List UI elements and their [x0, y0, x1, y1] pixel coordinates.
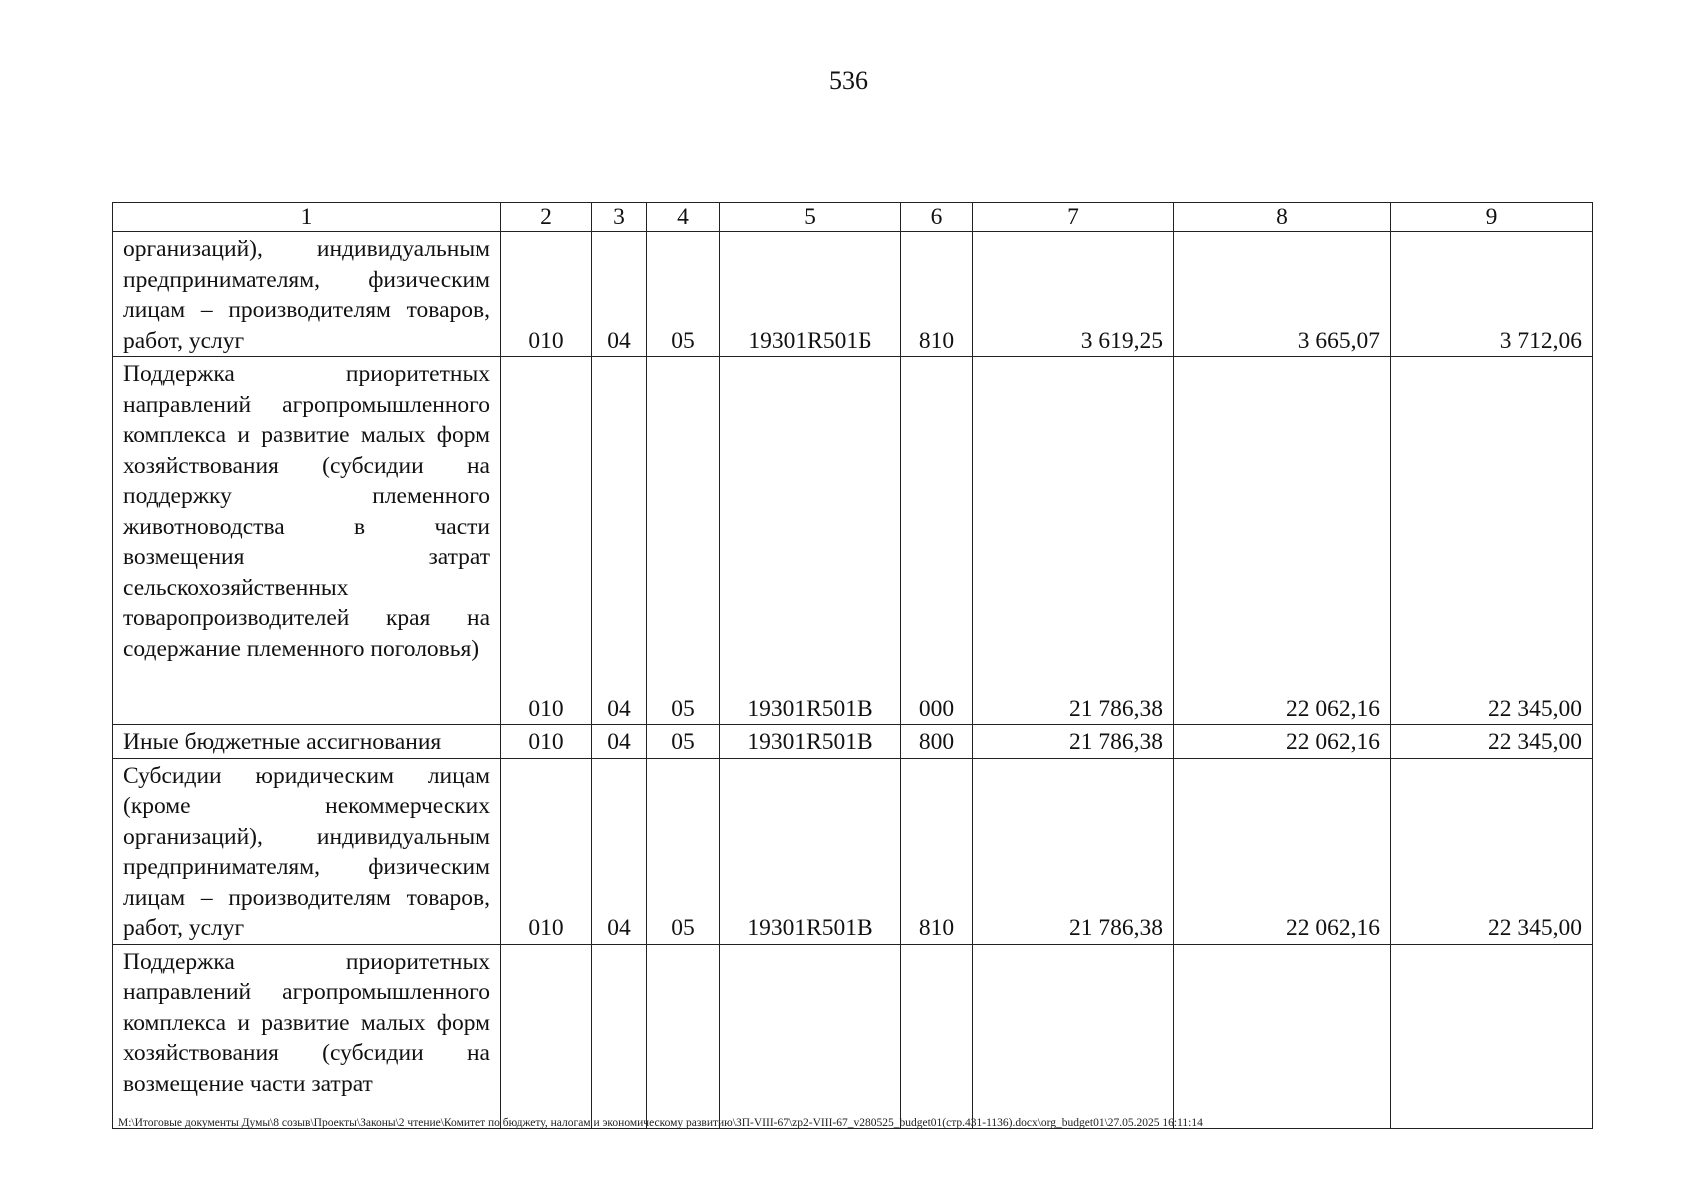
- cell-amount-col8: 3 665,07: [1174, 232, 1391, 357]
- cell-expense-type: 000: [901, 357, 973, 725]
- cell-subsection: [647, 944, 720, 1128]
- cell-expense-type: [901, 944, 973, 1128]
- cell-section: 04: [592, 232, 647, 357]
- cell-target-article: 19301R501В: [720, 725, 901, 759]
- cell-subsection: 05: [647, 232, 720, 357]
- table-row: [113, 232, 1593, 357]
- document-file-path: М:\Итоговые документы Думы\8 созыв\Проекты\Законы\2 чтение\Комитет по бюджету, налогам и экономическому развитию\ЗП-VIII-67\zp2-VIII-67_v280525_budget01(стр.431-1136).docx\org_budget01\27.05.2025 16:11:14: [118, 1117, 1203, 1129]
- column-header-6: 6: [901, 203, 973, 232]
- cell-amount-col9: 3 712,06: [1391, 232, 1593, 357]
- cell-ministry-code: 010: [501, 725, 592, 759]
- cell-target-article: 19301R501Б: [720, 232, 901, 357]
- cell-amount-col8: 22 062,16: [1174, 357, 1391, 725]
- cell-target-article: [720, 944, 901, 1128]
- column-header-9: 9: [1391, 203, 1593, 232]
- cell-amount-col8: [1174, 944, 1391, 1128]
- cell-subsection: 05: [647, 725, 720, 759]
- row-description: Субсидии юридическим лицам (кроме некоммерческих организаций), индивидуальным предпринимателям, физическим лицам – производителям товаров, работ, услуг: [113, 758, 501, 944]
- row-description: Иные бюджетные ассигнования: [113, 725, 501, 759]
- cell-expense-type: 800: [901, 725, 973, 759]
- cell-target-article: 19301R501В: [720, 758, 901, 944]
- table-row: [113, 944, 1593, 1128]
- column-header-5: 5: [720, 203, 901, 232]
- cell-amount-col9: 22 345,00: [1391, 758, 1593, 944]
- page-number: 536: [829, 66, 868, 95]
- cell-amount-col9: 22 345,00: [1391, 357, 1593, 725]
- cell-amount-col9: 22 345,00: [1391, 725, 1593, 759]
- cell-section: 04: [592, 357, 647, 725]
- column-header-4: 4: [647, 203, 720, 232]
- column-header-8: 8: [1174, 203, 1391, 232]
- row-description: Поддержка приоритетных направлений агропромышленного комплекса и развитие малых форм хозяйствования (субсидии на возмещение части затрат: [113, 944, 501, 1128]
- table-row: [113, 725, 1593, 759]
- column-header-1: 1: [113, 203, 501, 232]
- cell-ministry-code: 010: [501, 232, 592, 357]
- cell-amount-col7: 21 786,38: [973, 758, 1174, 944]
- cell-amount-col7: 21 786,38: [973, 725, 1174, 759]
- cell-section: 04: [592, 758, 647, 944]
- cell-subsection: 05: [647, 758, 720, 944]
- cell-ministry-code: 010: [501, 357, 592, 725]
- cell-amount-col8: 22 062,16: [1174, 725, 1391, 759]
- cell-amount-col9: [1391, 944, 1593, 1128]
- cell-amount-col7: [973, 944, 1174, 1128]
- cell-subsection: 05: [647, 357, 720, 725]
- row-description: организаций), индивидуальным предпринимателям, физическим лицам – производителям товаров, работ, услуг: [113, 232, 501, 357]
- cell-ministry-code: 010: [501, 758, 592, 944]
- cell-target-article: 19301R501В: [720, 357, 901, 725]
- column-header-7: 7: [973, 203, 1174, 232]
- column-header-2: 2: [501, 203, 592, 232]
- table-row: [113, 357, 1593, 725]
- row-description: Поддержка приоритетных направлений агропромышленного комплекса и развитие малых форм хозяйствования (субсидии на поддержку племенного животноводства в части возмещения затрат сельскохозяйственных товаропроизводителей края на содержание племенного поголовья): [113, 357, 501, 725]
- cell-expense-type: 810: [901, 232, 973, 357]
- cell-section: [592, 944, 647, 1128]
- cell-section: 04: [592, 725, 647, 759]
- cell-amount-col7: 21 786,38: [973, 357, 1174, 725]
- table-row: [113, 758, 1593, 944]
- budget-table: [112, 202, 1593, 1129]
- cell-ministry-code: [501, 944, 592, 1128]
- column-header-3: 3: [592, 203, 647, 232]
- cell-amount-col7: 3 619,25: [973, 232, 1174, 357]
- table-header-row: [113, 203, 1593, 232]
- cell-amount-col8: 22 062,16: [1174, 758, 1391, 944]
- cell-expense-type: 810: [901, 758, 973, 944]
